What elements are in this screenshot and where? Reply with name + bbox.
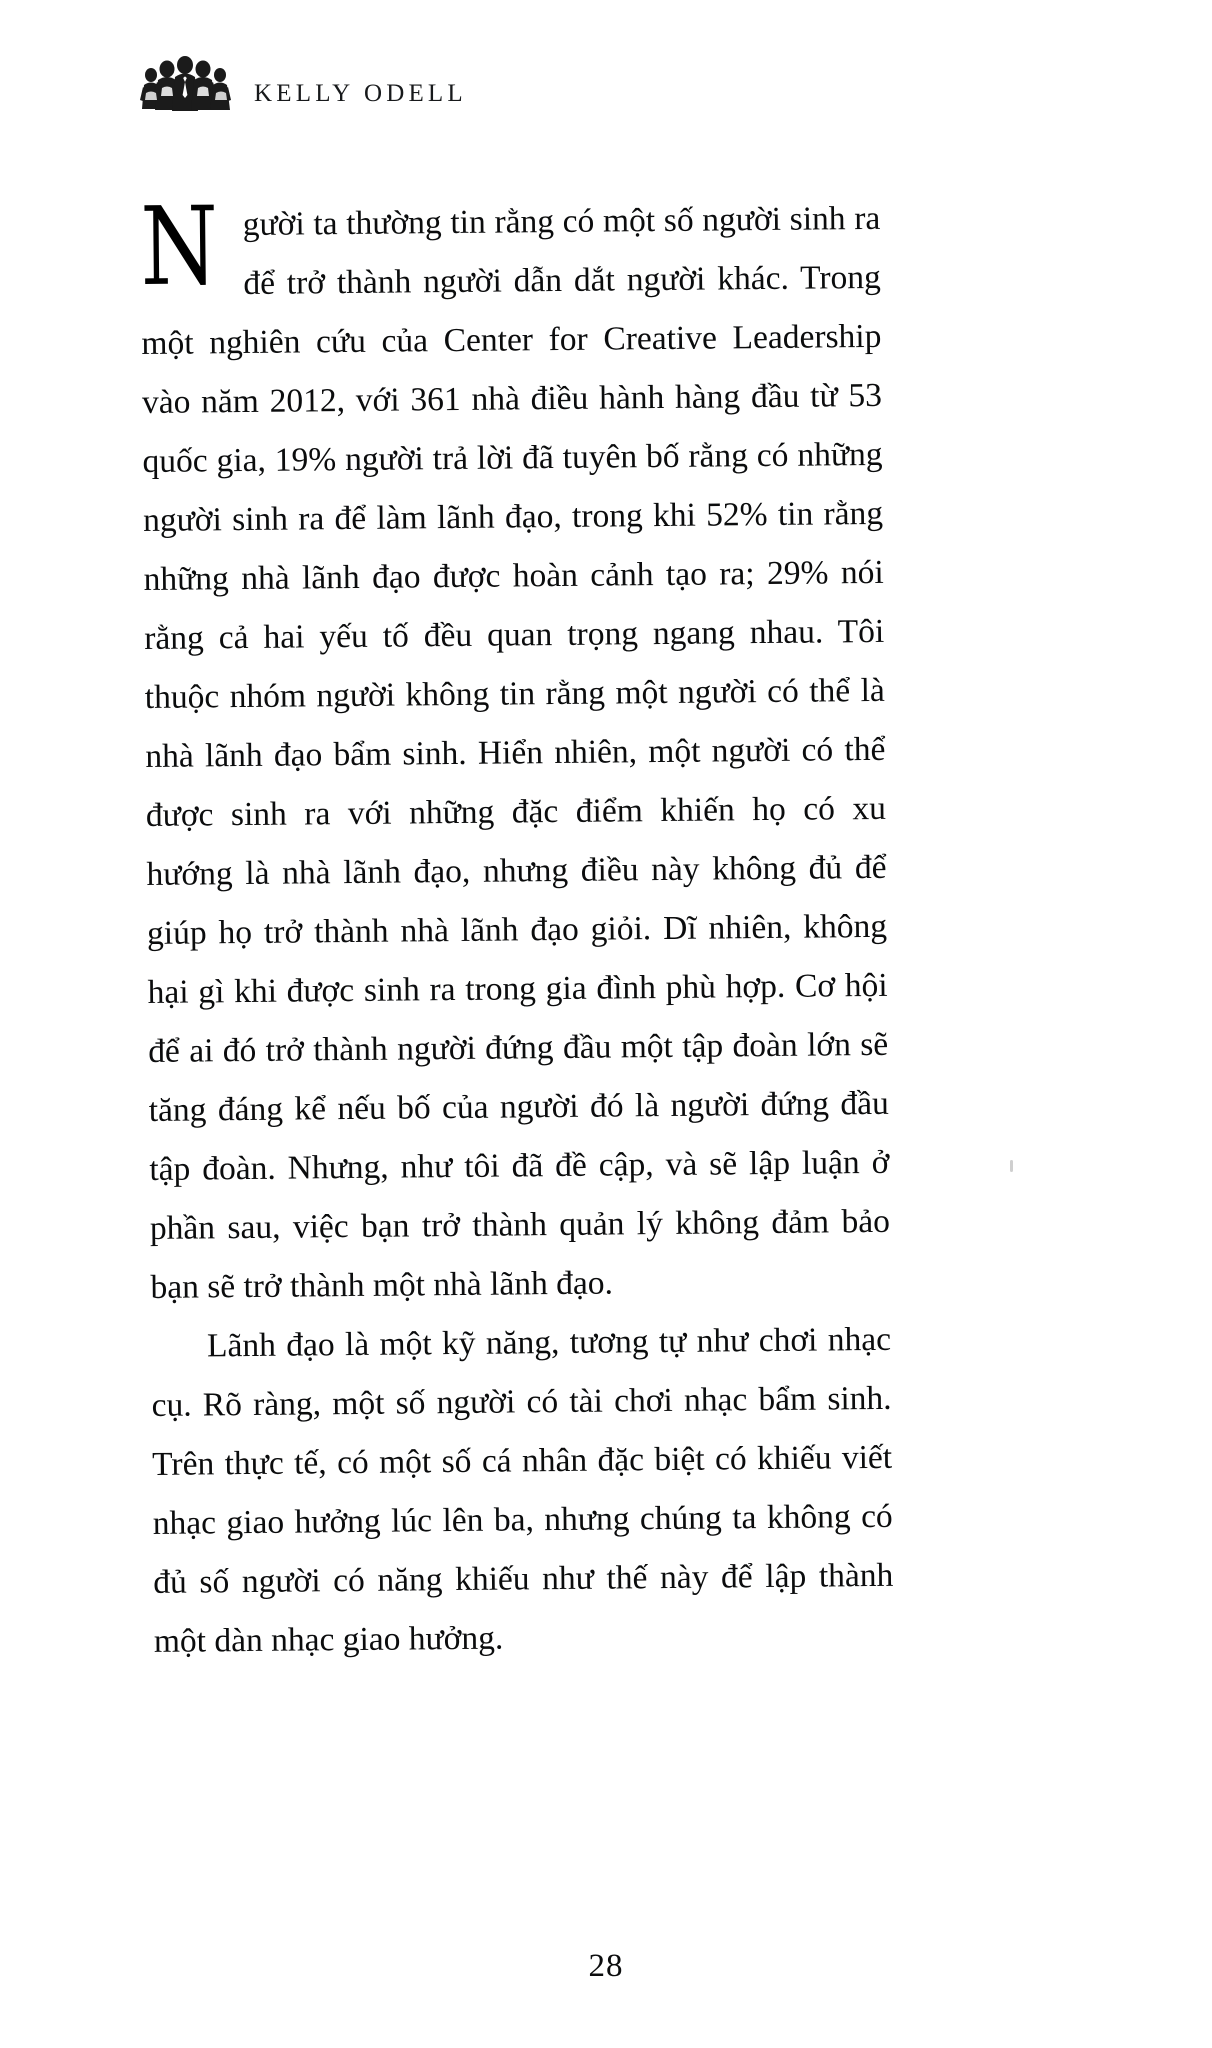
drop-cap-letter: N xyxy=(139,184,219,310)
running-header xyxy=(140,54,467,112)
body-text-block xyxy=(139,184,894,1671)
paragraph-1-text: gười ta thường tin rằng có một số người sinh ra để trở thành người dẫn dắt người khác. Trong một nghiên cứu của Center for Creative Leadership vào năm 2012, với 361 nhà điều hành hàng đầu từ 53 quốc gia, 19% người trả lời đã tuyên bố rằng có những người sinh ra để làm lãnh đạo, trong khi 52% tin rằng những nhà lãnh đạo được hoàn cảnh tạo ra; 29% nói rằng cả hai yếu tố đều quan trọng ngang nhau. Tôi thuộc nhóm người không tin rằng một người có thể là nhà lãnh đạo bẩm sinh. Hiển nhiên, một người có thể được sinh ra với những đặc điểm khiến họ có xu hướng là nhà lãnh đạo, nhưng điều này không đủ để giúp họ trở thành nhà lãnh đạo giỏi. Dĩ nhiên, không hại gì khi được sinh ra trong gia đình phù hợp. Cơ hội để ai đó trở thành người đứng đầu một tập đoàn lớn sẽ tăng đáng kể nếu bố của người đó là người đứng đầu tập đoàn. Nhưng, như tôi đã đề cập, và sẽ lập luận ở phần sau, việc bạn trở thành quản lý không đảm bảo bạn sẽ trở thành một nhà lãnh đạo. xyxy=(141,199,891,1306)
scan-artifact xyxy=(1010,1160,1013,1172)
paragraph-2-text: Lãnh đạo là một kỹ năng, tương tự như chơi nhạc cụ. Rõ ràng, một số người có tài chơi nhạc bẩm sinh. Trên thực tế, có một số cá nhân đặc biệt có khiếu viết nhạc giao hưởng lúc lên ba, nhưng chúng ta không có đủ số người có năng khiếu như thế này để lập thành một dàn nhạc giao hưởng. xyxy=(151,1320,894,1660)
paragraph-1 xyxy=(139,184,891,1317)
group-of-people-logo xyxy=(140,54,232,112)
page-number: 28 xyxy=(588,1948,624,1984)
running-header-author: KELLY ODELL xyxy=(254,80,467,107)
paragraph-2 xyxy=(151,1310,894,1671)
